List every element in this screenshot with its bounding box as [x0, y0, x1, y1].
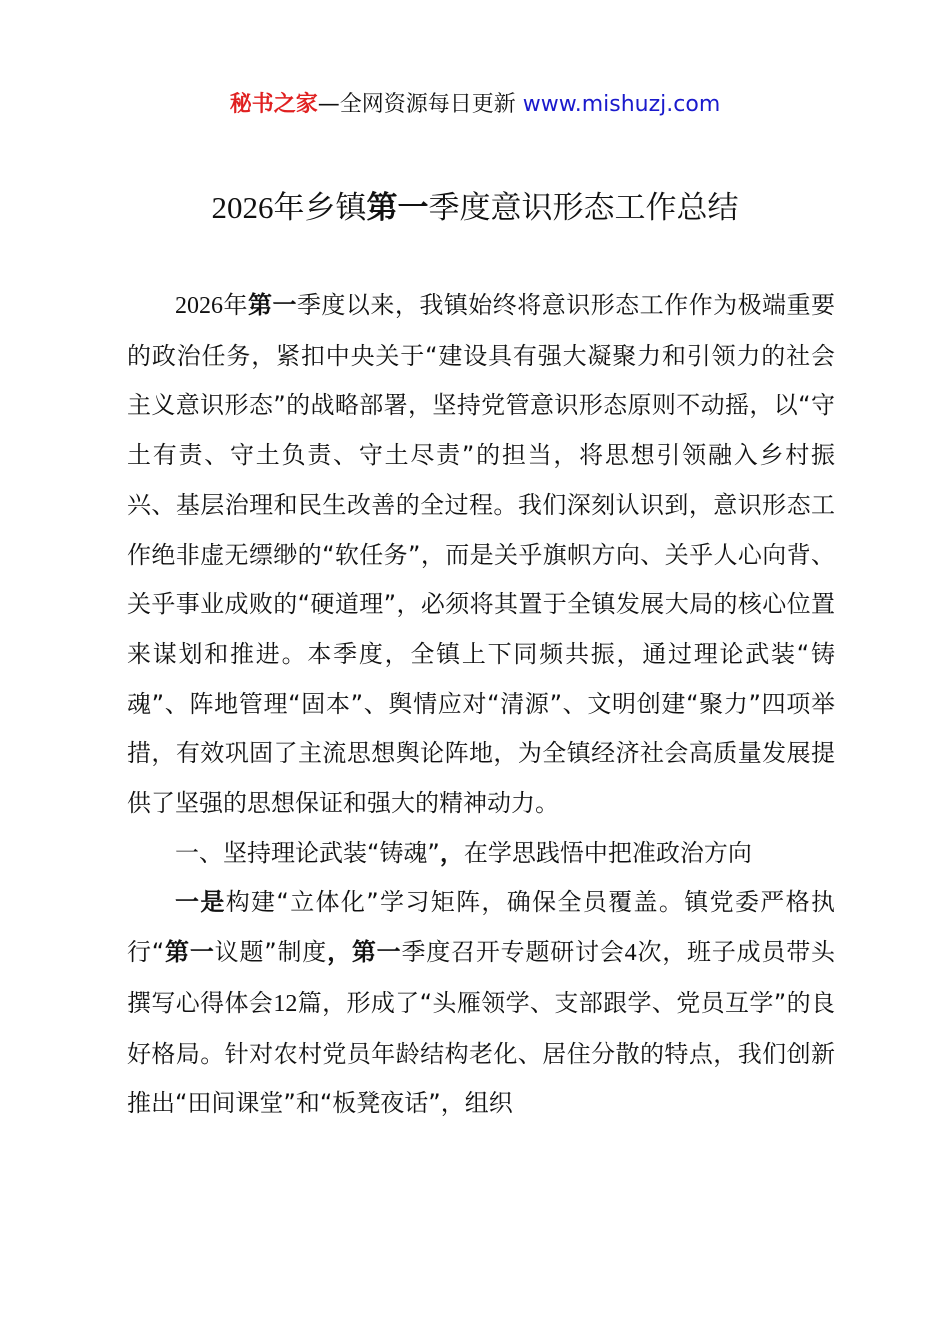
- site-tagline: —全网资源每日更新: [317, 92, 516, 117]
- site-url-link[interactable]: www.mishuzj.com: [522, 92, 721, 117]
- intro-bold-1: 第一: [247, 291, 297, 319]
- section1-bold: ，: [439, 838, 464, 867]
- title-bold: 第一: [366, 190, 429, 226]
- title-part1: 年乡镇: [273, 190, 367, 226]
- point1-bold-3: ，第一: [327, 938, 402, 967]
- intro-year: 2026: [175, 293, 223, 319]
- title-part2: 季度意识形态工作总结: [428, 190, 739, 226]
- document-body: [127, 281, 835, 1129]
- intro-text-2: 季度以来，我镇始终将意识形态工作作为极端重要的政治任务，紧扣中央关于“建设具有强大凝聚力和引领力的社会主义意识形态”的战略部署，坚持党管意识形态原则不动摇，以“守土有责、守土负责、守土尽责”的担当，将思想引领融入乡村振兴、基层治理和民生改善的全过程。我们深刻认识到，意识形态工作绝非虚无缥缈的“软任务”，而是关乎旗帜方向、关乎人心向背、关乎事业成败的“硬道理”，必须将其置于全镇发展大局的核心位置来谋划和推进。本季度，全镇上下同频共振，通过理论武装“铸魂”、阵地管理“固本”、舆情应对“清源”、文明创建“聚力”四项举措，有效巩固了主流思想舆论阵地，为全镇经济社会高质量发展提供了坚强的思想保证和强大的精神动力。: [127, 291, 836, 818]
- point1-text-3: 季度召开专题研讨会: [401, 938, 625, 967]
- point1-number-2: 12: [273, 990, 298, 1017]
- point1-bold-2: 第一: [164, 938, 215, 967]
- point-paragraph-1: [127, 878, 835, 1129]
- section-heading-1: [127, 829, 835, 879]
- point1-text-4: 次，班子成员带头撰写心得体会: [127, 938, 836, 1017]
- point1-text-2: 议题”制度: [214, 938, 328, 967]
- section1-text-1: 一、坚持理论武装“铸魂”: [175, 838, 440, 867]
- site-brand: 秘书之家: [229, 92, 318, 117]
- point1-text-1: 构建“立体化”学习矩阵，确保全员覆盖。镇党委严格执行“: [127, 888, 835, 967]
- document-title: [0, 184, 950, 232]
- point1-number-1: 4: [624, 940, 637, 967]
- site-header: [0, 88, 950, 122]
- section1-text-2: 在学思践悟中把准政治方向: [463, 838, 752, 867]
- intro-paragraph: [127, 281, 835, 829]
- point1-label: 一是: [175, 888, 226, 917]
- point1-text-5: 篇，形成了“头雁领学、支部跟学、党员互学”的良好格局。针对农村党员年龄结构老化、居住分散的特点，我们创新推出“田间课堂”和“板凳夜话”，组织: [127, 988, 836, 1118]
- title-year: 2026: [211, 190, 274, 225]
- intro-text-1: 年: [223, 291, 248, 319]
